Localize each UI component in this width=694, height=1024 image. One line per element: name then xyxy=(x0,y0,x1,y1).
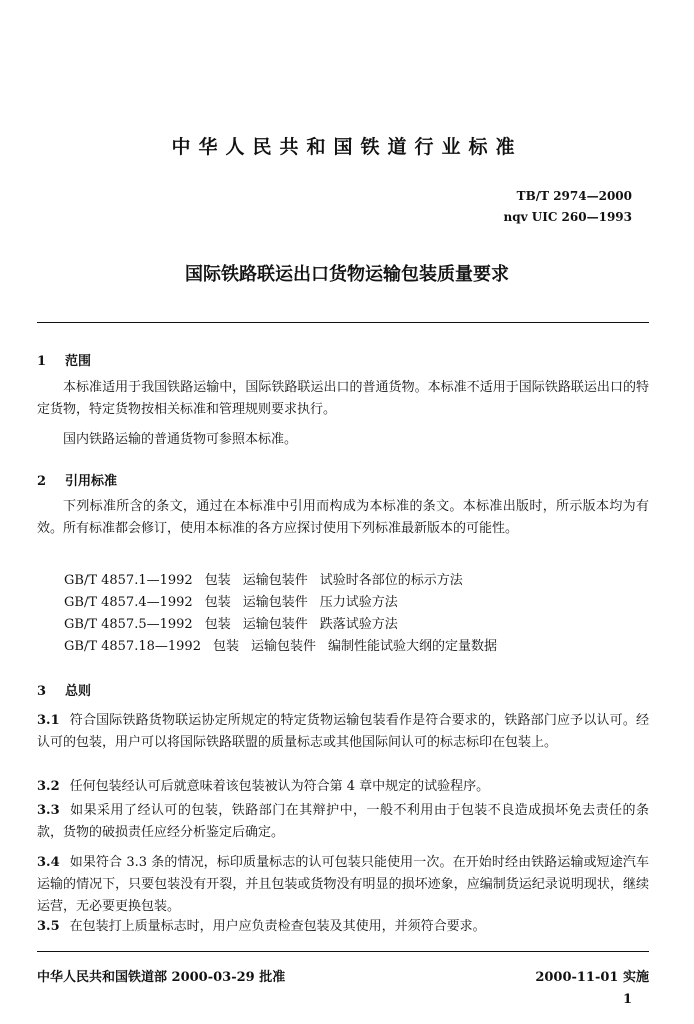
clause-3-2 xyxy=(37,776,649,798)
ref-part-a: 包装 xyxy=(212,639,239,654)
ref-part-a: 包装 xyxy=(204,617,231,632)
clause-number: 3.4 xyxy=(37,855,60,870)
section-title: 范围 xyxy=(65,354,92,369)
section-title: 总则 xyxy=(65,684,92,699)
ref-code: GB/T 4857.4—1992 xyxy=(64,595,193,610)
section-2-paragraph-1: 下列标准所含的条文，通过在本标准中引用而构成为本标准的条文。本标准出版时，所示版本均为有效。所有标准都会修订，使用本标准的各方应探讨使用下列标准最新版本的可能性。 xyxy=(37,499,649,536)
clause-text: 如果符合 3.3 条的情况，标印质量标志的认可包装只能使用一次。在开始时经由铁路运输或短途汽车运输的情况下，只要包装没有开裂，并且包装或货物没有明显的损坏迹象，应编制货运纪录说明现状，继续运营，无必要更换包装。 xyxy=(37,855,649,914)
ref-code: GB/T 4857.1—1992 xyxy=(64,573,193,588)
ref-part-b: 运输包装件 xyxy=(242,595,308,610)
ref-part-c: 试验时各部位的标示方法 xyxy=(319,573,463,588)
ref-part-b: 运输包装件 xyxy=(242,573,308,588)
standard-category-title: 中华人民共和国铁道行业标准 xyxy=(171,136,523,158)
list-item xyxy=(64,570,509,592)
ref-part-a: 包装 xyxy=(204,595,231,610)
section-1-paragraph-2: 国内铁路运输的普通货物可参照本标准。 xyxy=(63,432,298,447)
clause-number: 3.2 xyxy=(37,779,60,794)
reference-list xyxy=(64,570,509,658)
section-title: 引用标准 xyxy=(65,474,118,489)
section-1-paragraph-1: 本标准适用于我国铁路运输中，国际铁路联运出口的普通货物。本标准不适用于国际铁路联运出口的特定货物，特定货物按相关标准和管理规则要求执行。 xyxy=(37,380,649,417)
section-number: 2 xyxy=(37,474,47,489)
clause-3-4 xyxy=(37,852,649,918)
bottom-rule xyxy=(37,951,649,952)
approval-line: 中华人民共和国铁道部 2000-03-29 批准 xyxy=(37,970,286,985)
top-rule xyxy=(37,322,649,323)
page-number: 1 xyxy=(622,992,632,1007)
section-number: 3 xyxy=(37,684,47,699)
clause-number: 3.5 xyxy=(37,919,60,934)
ref-part-b: 运输包装件 xyxy=(250,639,316,654)
ref-part-b: 运输包装件 xyxy=(242,617,308,632)
clause-text: 符合国际铁路货物联运协定所规定的特定货物运输包装看作是符合要求的，铁路部门应予以认可。经认可的包装，用户可以将国际铁路联盟的质量标志或其他国际间认可的标志标印在包装上。 xyxy=(37,713,649,750)
clause-text: 任何包装经认可后就意味着该包装被认为符合第 4 章中规定的试验程序。 xyxy=(69,779,490,794)
effective-date: 2000-11-01 实施 xyxy=(535,970,649,985)
section-1-heading xyxy=(37,350,91,369)
standard-number: TB/T 2974—2000 xyxy=(516,189,632,203)
clause-text: 如果采用了经认可的包装，铁路部门在其辩护中，一般不利用由于包装不良造成损坏免去责任的条款，货物的破损责任应经分析鉴定后确定。 xyxy=(37,803,649,840)
section-2-heading xyxy=(37,470,117,489)
ref-code: GB/T 4857.5—1992 xyxy=(64,617,193,632)
ref-part-c: 编制性能试验大纲的定量数据 xyxy=(328,639,498,654)
clause-text: 在包装打上质量标志时，用户应负责检查包装及其使用，并须符合要求。 xyxy=(69,919,486,934)
list-item xyxy=(64,592,509,614)
list-item xyxy=(64,636,509,658)
clause-3-1 xyxy=(37,710,649,754)
ref-part-c: 跌落试验方法 xyxy=(319,617,398,632)
clause-3-5 xyxy=(37,916,649,938)
ref-part-c: 压力试验方法 xyxy=(319,595,398,610)
ref-part-a: 包装 xyxy=(204,573,231,588)
list-item xyxy=(64,614,509,636)
document-title: 国际铁路联运出口货物运输包装质量要求 xyxy=(185,264,509,285)
equivalent-standard: nqv UIC 260—1993 xyxy=(503,210,632,224)
ref-code: GB/T 4857.18—1992 xyxy=(64,639,201,654)
section-3-heading xyxy=(37,680,91,699)
clause-3-3 xyxy=(37,800,649,844)
clause-number: 3.3 xyxy=(37,803,60,818)
clause-number: 3.1 xyxy=(37,713,60,728)
section-number: 1 xyxy=(37,354,47,369)
